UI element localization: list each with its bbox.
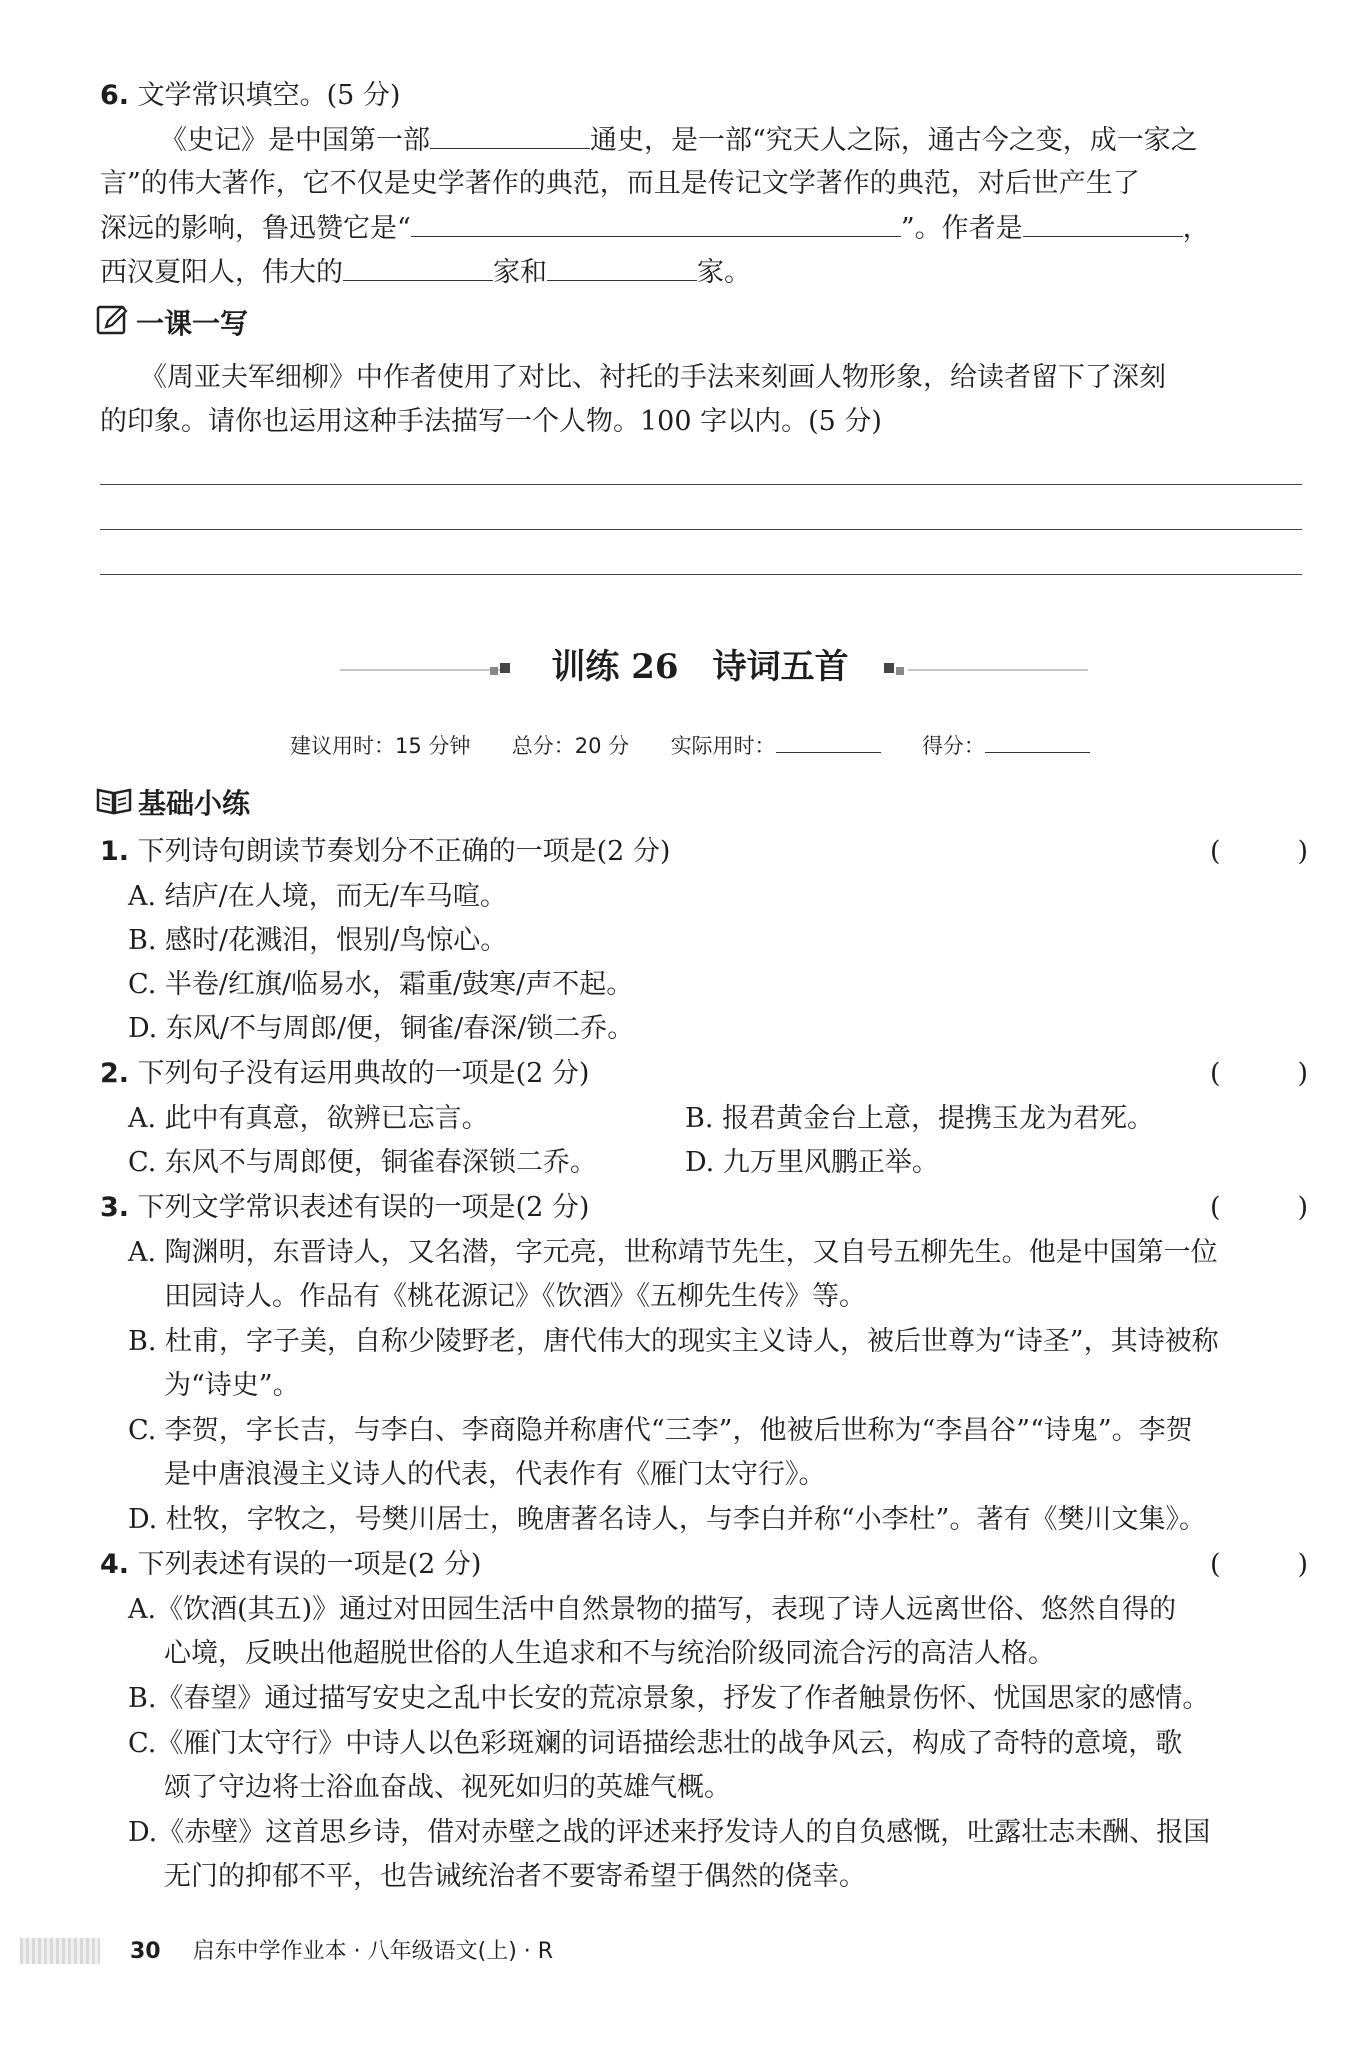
title-ornament-left <box>490 662 512 678</box>
paren-close: ) <box>1297 1192 1308 1223</box>
fill-blank[interactable] <box>430 118 590 149</box>
score-label: 得分： <box>921 734 985 758</box>
suggested-time: 建议用时：15 分钟 <box>290 734 471 758</box>
q6-line-3 <box>100 206 1210 251</box>
q2-option-b: B. 报君黄金台上意，提携玉龙为君死。 <box>685 1103 1155 1134</box>
writing-heading-label: 一课一写 <box>136 307 249 340</box>
q4-option-c-line-1: C.《雁门太守行》中诗人以色彩斑斓的词语描绘悲壮的战争风云，构成了奇特的意境，歌 <box>128 1728 1183 1759</box>
q6-text: 西汉夏阳人，伟大的 <box>100 257 343 288</box>
q6-text: 家和 <box>493 257 547 288</box>
q2-option-c: C. 东风不与周郎便，铜雀春深锁二乔。 <box>128 1147 597 1178</box>
q4-option-d-line-2: 无门的抑郁不平，也告诫统治者不要寄希望于偶然的侥幸。 <box>164 1861 866 1892</box>
footer-decoration <box>20 1938 100 1964</box>
book-title: 启东中学作业本 · 八年级语文(上) · R <box>192 1939 554 1964</box>
writing-heading <box>96 302 248 342</box>
q1-stem: 下列诗句朗读节奏划分不正确的一项是(2 分) <box>137 836 671 867</box>
fill-blank[interactable] <box>411 206 901 237</box>
q6-text: 言”的伟大著作，它不仅是史学著作的典范，而且是传记文学著作的典范，对后世产生了 <box>100 168 1140 199</box>
q3-answer-parens[interactable] <box>1210 1186 1308 1230</box>
q3-option-b-line-1: B. 杜甫，字子美，自称少陵野老，唐代伟大的现实主义诗人，被后世尊为“诗圣”，其诗被称 <box>128 1326 1219 1357</box>
answer-line[interactable] <box>100 529 1302 530</box>
q6-text: ， <box>1182 213 1210 244</box>
q3-option-c-line-2: 是中唐浪漫主义诗人的代表，代表作有《雁门太守行》。 <box>164 1459 826 1490</box>
q1-option-d: D. 东风/不与周郎/便，铜雀/春深/锁二乔。 <box>128 1013 635 1044</box>
answer-line[interactable] <box>100 574 1302 575</box>
actual-time-blank[interactable] <box>776 730 881 753</box>
q1-option-a: A. 结庐/在人境，而无/车马喧。 <box>128 881 507 912</box>
writing-text: 的印象。请你也运用这种手法描写一个人物。100 字以内。(5 分) <box>100 406 882 437</box>
q4-number: 4. <box>100 1549 130 1580</box>
q4-answer-parens[interactable] <box>1210 1543 1308 1587</box>
q4-option-a-line-2: 心境，反映出他超脱世俗的人生追求和不与统治阶级同流合污的高洁人格。 <box>164 1638 1055 1669</box>
score-blank[interactable] <box>985 730 1090 753</box>
fill-blank[interactable] <box>343 250 493 281</box>
q4-option-a-line-1: A.《饮酒(其五)》通过对田园生活中自然景物的描写，表现了诗人远离世俗、悠然自得的 <box>128 1594 1177 1625</box>
q4-option-c-line-2: 颂了守边将士浴血奋战、视死如归的英雄气概。 <box>164 1772 731 1803</box>
q4-option-d-line-1: D.《赤壁》这首思乡诗，借对赤壁之战的评述来抒发诗人的自负感慨，吐露壮志未酬、报国 <box>128 1817 1211 1848</box>
q1-number: 1. <box>100 836 130 867</box>
pencil-icon <box>96 303 130 341</box>
q3-option-b-line-2: 为“诗史”。 <box>164 1370 300 1401</box>
writing-prompt-line-2 <box>100 400 882 444</box>
q3-stem-line <box>100 1186 589 1230</box>
paren-close: ) <box>1297 836 1308 867</box>
basic-heading <box>96 782 250 822</box>
q3-option-a-line-1: A. 陶渊明，东晋诗人，又名潜，字元亮，世称靖节先生，又自号五柳先生。他是中国第一位 <box>128 1237 1218 1268</box>
q2-option-a: A. 此中有真意，欲辨已忘言。 <box>128 1103 489 1134</box>
q2-stem-line <box>100 1052 589 1096</box>
fill-blank[interactable] <box>1023 206 1183 237</box>
q6-stem: 文学常识填空。(5 分) <box>137 80 401 111</box>
q6-text: 通史，是一部“究天人之际，通古今之变，成一家之 <box>590 125 1198 156</box>
section-title: 训练 26 诗词五首 <box>551 647 849 687</box>
paren-open: ( <box>1210 1549 1221 1580</box>
page-number: 30 <box>130 1939 161 1964</box>
paren-close: ) <box>1297 1549 1308 1580</box>
q6-number: 6. <box>100 80 130 111</box>
paren-open: ( <box>1210 836 1221 867</box>
basic-heading-label: 基础小练 <box>138 787 251 820</box>
paren-open: ( <box>1210 1192 1221 1223</box>
q2-stem: 下列句子没有运用典故的一项是(2 分) <box>137 1058 590 1089</box>
q4-stem: 下列表述有误的一项是(2 分) <box>137 1549 482 1580</box>
writing-prompt-line-1 <box>140 356 1166 400</box>
title-rule-left <box>340 669 500 671</box>
q6-text: 深远的影响，鲁迅赞它是“ <box>100 213 411 244</box>
q6-line-2 <box>100 162 1140 206</box>
q3-number: 3. <box>100 1192 130 1223</box>
actual-time-label: 实际用时： <box>670 734 776 758</box>
answer-line[interactable] <box>100 484 1302 485</box>
q6-stem-line <box>100 74 400 118</box>
time-score-line <box>290 730 1090 761</box>
q1-stem-line <box>100 830 670 874</box>
q3-option-d: D. 杜牧，字牧之，号樊川居士，晚唐著名诗人，与李白并称“小李杜”。著有《樊川文集》。 <box>128 1504 1206 1535</box>
q6-line-1 <box>160 118 1198 163</box>
q2-number: 2. <box>100 1058 130 1089</box>
book-icon <box>96 785 132 819</box>
fill-blank[interactable] <box>547 250 697 281</box>
q2-answer-parens[interactable] <box>1210 1052 1308 1096</box>
q4-stem-line <box>100 1543 481 1587</box>
q6-text: ”。作者是 <box>900 213 1023 244</box>
footer <box>130 1936 553 1968</box>
paren-close: ) <box>1297 1058 1308 1089</box>
title-ornament-right <box>884 662 906 678</box>
q1-option-b: B. 感时/花溅泪，恨别/鸟惊心。 <box>128 925 508 956</box>
q6-text: 家。 <box>697 257 751 288</box>
total-score: 总分：20 分 <box>511 734 630 758</box>
q4-option-b: B.《春望》通过描写安史之乱中长安的荒凉景象，抒发了作者触景伤怀、忧国思家的感情。 <box>128 1683 1210 1714</box>
q2-option-d: D. 九万里风鹏正举。 <box>685 1147 939 1178</box>
q1-option-c: C. 半卷/红旗/临易水，霜重/鼓寒/声不起。 <box>128 969 634 1000</box>
q3-stem: 下列文学常识表述有误的一项是(2 分) <box>137 1192 590 1223</box>
q1-answer-parens[interactable] <box>1210 830 1308 874</box>
paren-open: ( <box>1210 1058 1221 1089</box>
q6-line-4 <box>100 250 751 295</box>
title-rule-right <box>908 669 1088 671</box>
q3-option-c-line-1: C. 李贺，字长吉，与李白、李商隐并称唐代“三李”，他被后世称为“李昌谷”“诗鬼”。李贺 <box>128 1415 1193 1446</box>
writing-text: 《周亚夫军细柳》中作者使用了对比、衬托的手法来刻画人物形象，给读者留下了深刻 <box>140 362 1166 393</box>
q6-text: 《史记》是中国第一部 <box>160 125 430 156</box>
q3-option-a-line-2: 田园诗人。作品有《桃花源记》《饮酒》《五柳先生传》等。 <box>164 1281 866 1312</box>
